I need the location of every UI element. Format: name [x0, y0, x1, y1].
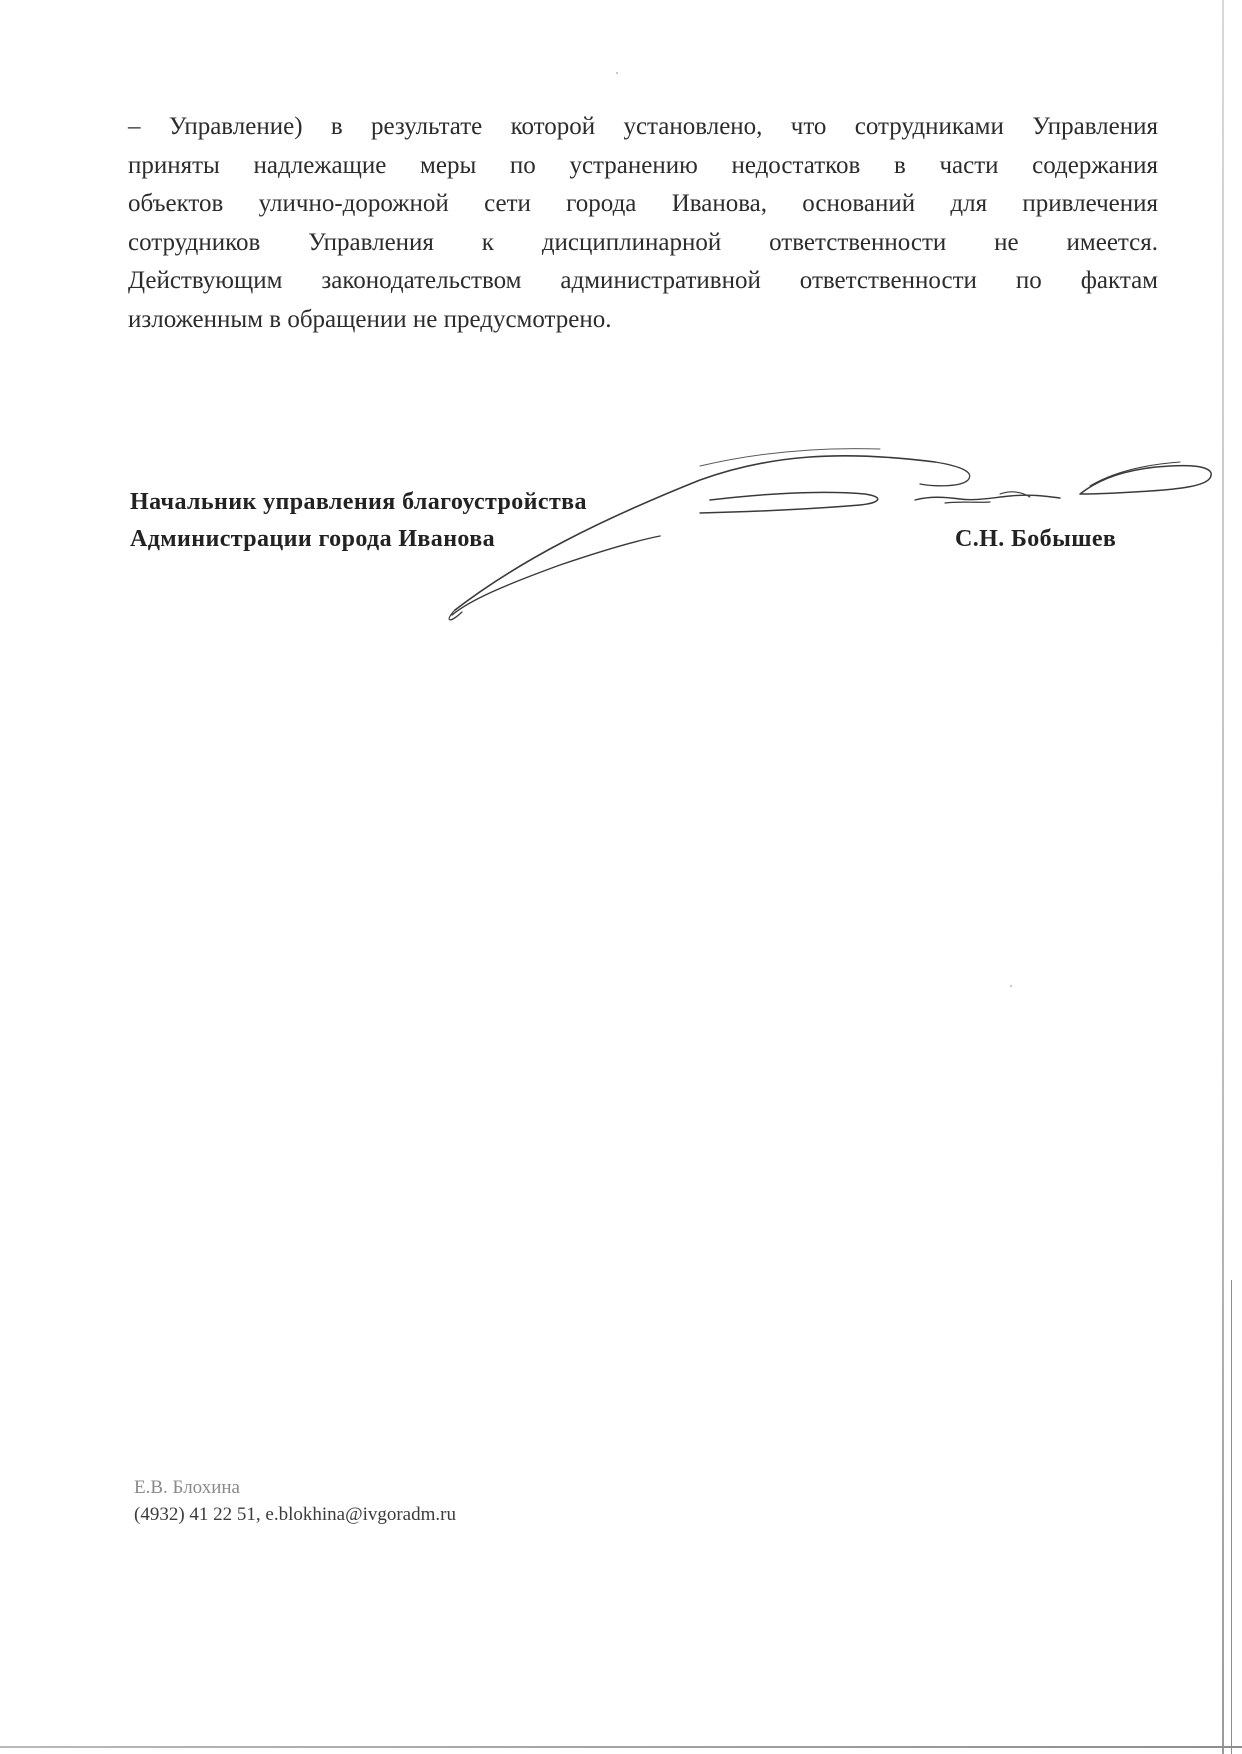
- signatory-position-line1: Начальник управления благоустройства: [130, 489, 587, 515]
- body-line: приняты надлежащие меры по устранению недостатков в части содержания: [128, 151, 1158, 179]
- signatory-name: С.Н. Бобышев: [955, 526, 1117, 552]
- scan-edge-right-inner: [1231, 1280, 1232, 1754]
- body-line: объектов улично-дорожной сети города Иванова, оснований для привлечения: [128, 190, 1158, 217]
- body-line: сотрудников Управления к дисциплинарной ответственности не имеется.: [128, 228, 1158, 256]
- scan-edge-right: [1222, 0, 1224, 1754]
- signatory-position: [130, 484, 587, 558]
- body-line: изложенным в обращении не предусмотрено.: [128, 305, 612, 333]
- scan-speck: [1010, 985, 1012, 987]
- executor-phone-email: (4932) 41 22 51, e.blokhina@ivgoradm.ru: [134, 1504, 456, 1525]
- body-paragraph: [128, 108, 1158, 339]
- body-line: – Управление) в результате которой установлено, что сотрудниками Управления: [128, 113, 1158, 140]
- executor-name: Е.В. Блохина: [134, 1477, 240, 1498]
- contact-info: [134, 1474, 456, 1528]
- signatory-position-line2: Администрации города Иванова: [130, 526, 495, 552]
- scan-edge-bottom: [0, 1746, 1242, 1748]
- body-line: Действующим законодательством административной ответственности по фактам: [128, 267, 1158, 294]
- scan-speck: [616, 72, 618, 74]
